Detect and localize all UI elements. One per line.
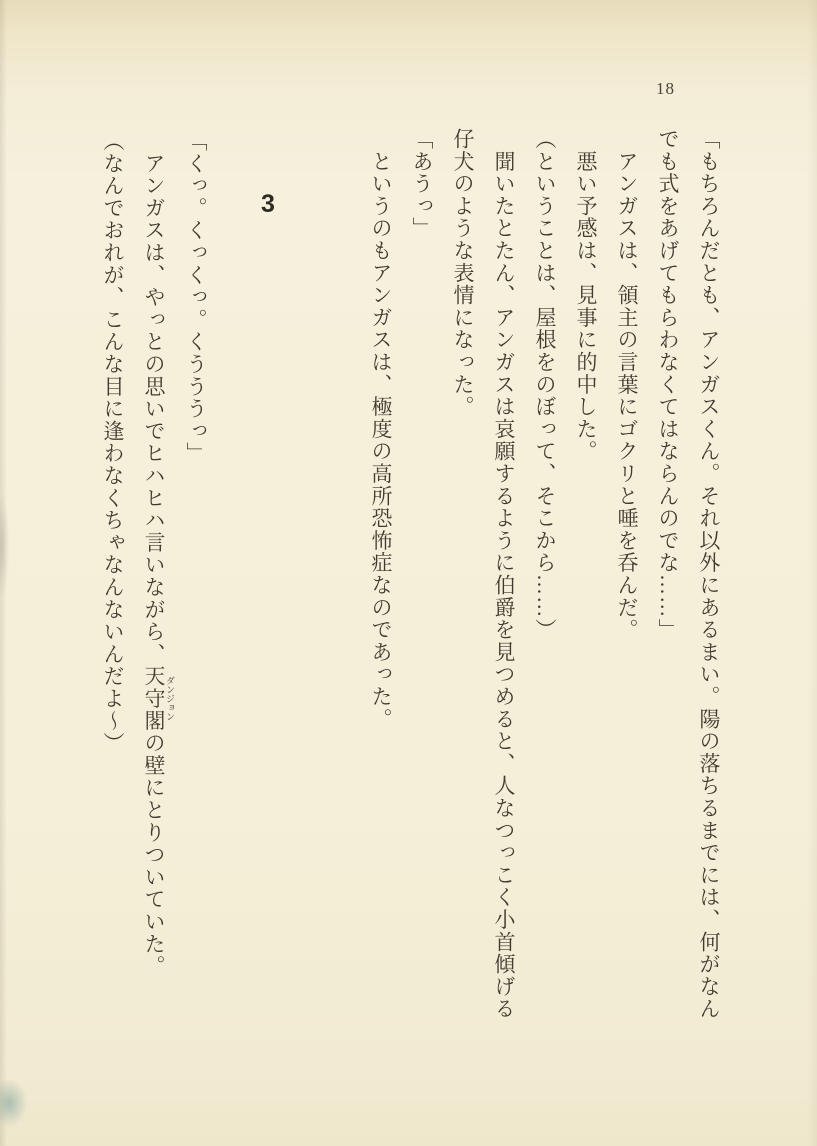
page-number: 18 — [656, 79, 675, 98]
paragraph: 聞いたとたん、アンガスは哀願するように伯爵を見つめると、人なつっこく小首傾げる仔犬のような表情になった。 — [451, 128, 516, 1020]
furigana-ruby — [142, 665, 175, 733]
furigana-text: ダンジョン — [165, 665, 175, 733]
section-number: 3 — [261, 190, 275, 218]
paragraph: （なんでおれが、こんな目に逢わなくちゃなんないんだよ～） — [101, 130, 125, 755]
paragraph: 「もちろんだとも、アンガスくん。それ以外にあるまい。陽の落ちるまでには、何がなんでも式をあげてもらわなくてはならんのでな……」 — [656, 128, 721, 1020]
paragraph: というのもアンガスは、極度の高所恐怖症なのであった。 — [369, 128, 393, 731]
paragraph — [133, 130, 175, 1028]
paragraph: 「あうっ」 — [410, 128, 434, 240]
paragraph: 「くっ。くっくっ。くうううっ」 — [184, 130, 208, 465]
ruby-base-text: 天守閣 — [142, 665, 166, 733]
paragraph: 悪い予感は、見事に的中した。 — [574, 128, 598, 463]
paragraph: アンガスは、領主の言葉にゴクリと唾を呑んだ。 — [615, 128, 639, 641]
main-text-left-block — [74, 130, 216, 1028]
ruby-pre-text: アンガスは、やっとの思いでヒハヒハ言いながら、 — [142, 130, 166, 666]
paragraph: （ということは、屋根をのぼって、そこから……） — [533, 128, 557, 641]
ruby-post-text: の壁にとりついていた。 — [142, 732, 166, 978]
